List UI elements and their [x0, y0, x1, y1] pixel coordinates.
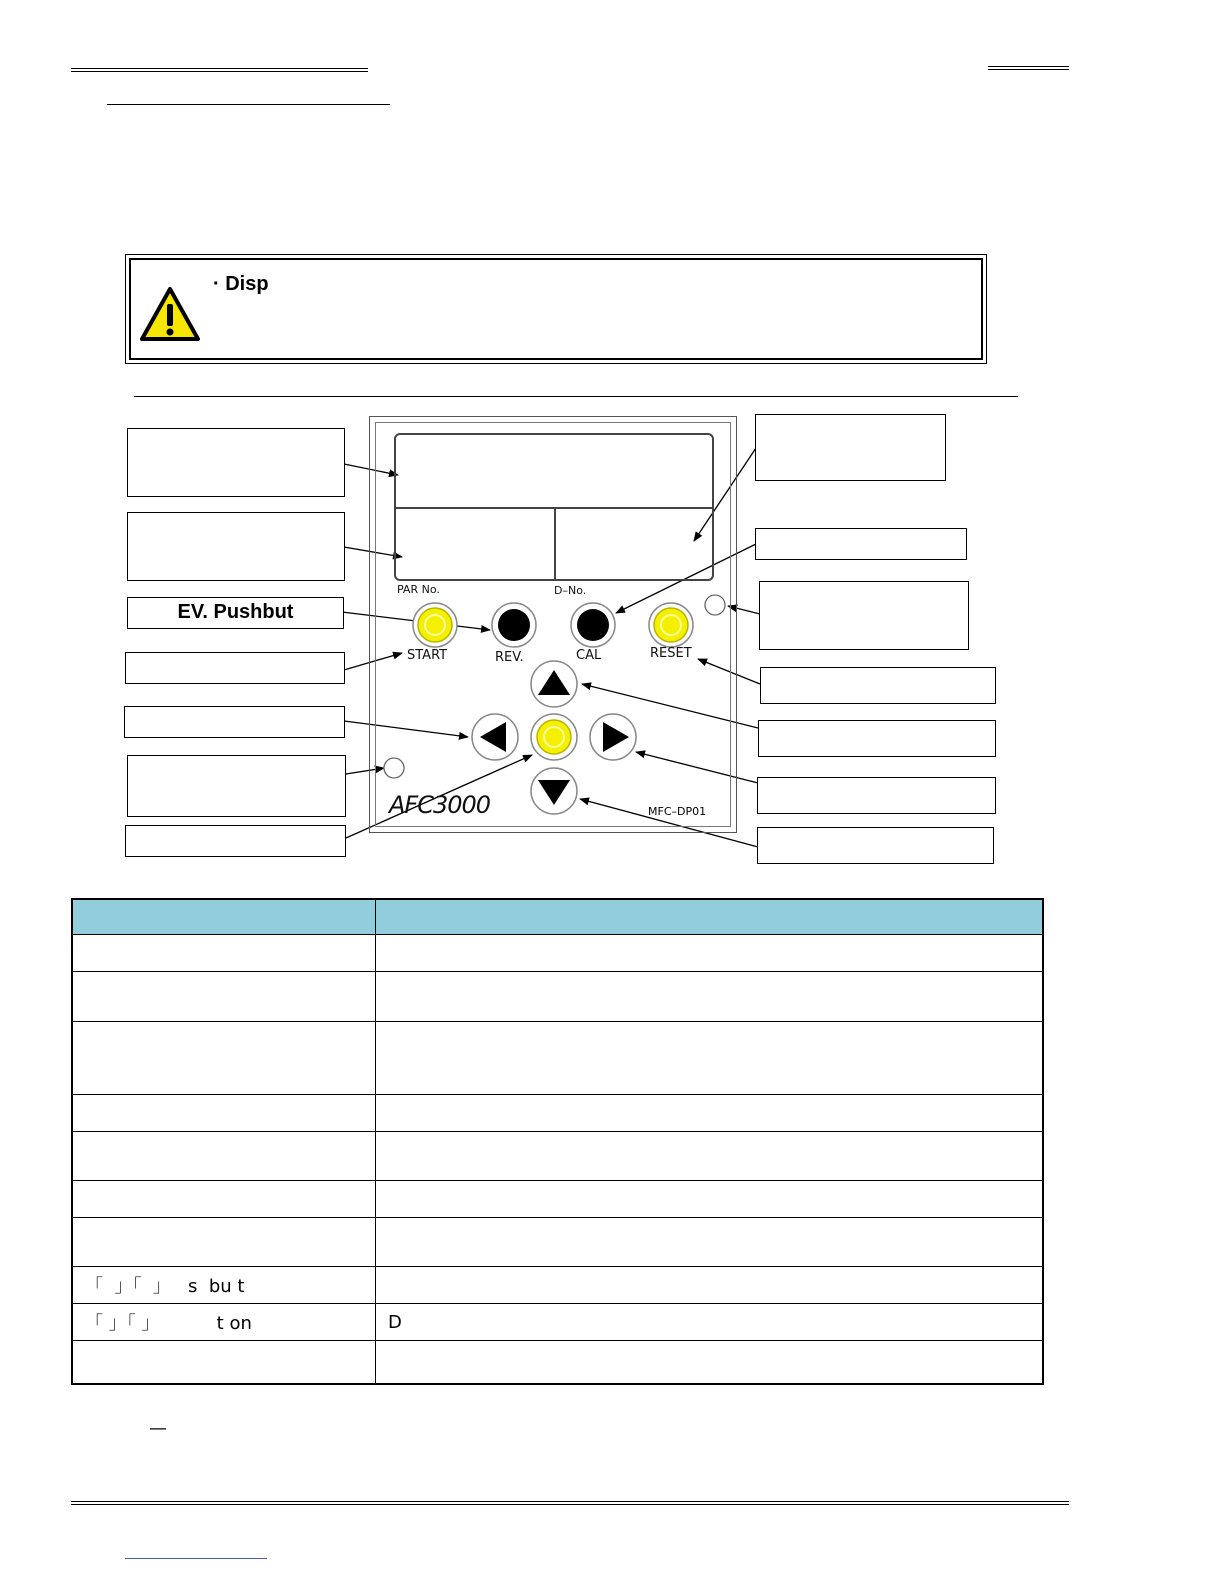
d-no-label: D–No. — [554, 584, 587, 597]
table-cell-desc — [376, 1022, 1044, 1095]
left-indicator-lamp — [384, 758, 404, 778]
rev-label: REV. — [495, 650, 524, 665]
table-cell-name — [72, 1132, 376, 1181]
table-cell-desc — [376, 1218, 1044, 1267]
center-enter-button[interactable] — [531, 714, 577, 760]
table-header-cell — [376, 899, 1044, 935]
par-no-label: PAR No. — [397, 583, 440, 596]
table-cell-desc — [376, 1267, 1044, 1304]
table-cell-desc — [376, 935, 1044, 972]
table-row — [72, 1218, 1043, 1267]
cal-button[interactable] — [571, 603, 615, 647]
model-number: MFC–DP01 — [648, 805, 707, 818]
table-cell-name — [72, 972, 376, 1022]
table-cell-name — [72, 1218, 376, 1267]
table-row — [72, 1132, 1043, 1181]
table-row — [72, 1095, 1043, 1132]
table-row — [72, 1267, 1043, 1304]
table-cell-desc — [376, 1095, 1044, 1132]
up-arrow-button[interactable] — [531, 661, 577, 707]
table-cell-desc: D — [376, 1304, 1044, 1341]
rev-button[interactable] — [492, 603, 536, 647]
spec-table — [71, 898, 1044, 1385]
table-row — [72, 1304, 1043, 1341]
reset-label: RESET — [650, 646, 692, 661]
footer-rule — [71, 1501, 1069, 1505]
table-row — [72, 972, 1043, 1022]
table-cell-name: 「 」「 」 t on — [72, 1304, 376, 1341]
table-cell-name: 「 」「 」 s bu t — [72, 1267, 376, 1304]
table-row — [72, 1181, 1043, 1218]
warning-text: · Disp — [213, 273, 269, 295]
table-cell-name — [72, 1022, 376, 1095]
table-header-cell — [72, 899, 376, 935]
reset-button[interactable] — [649, 603, 693, 647]
table-cell-name — [72, 935, 376, 972]
footnote-dash: — — [149, 1418, 167, 1439]
table-row — [72, 935, 1043, 972]
start-button[interactable] — [413, 603, 457, 647]
table-cell-desc — [376, 1341, 1044, 1384]
table-row — [72, 1341, 1043, 1384]
table-cell-desc — [376, 1132, 1044, 1181]
brand-logo: AFC3000 — [389, 791, 491, 819]
right-indicator-lamp — [705, 595, 725, 615]
table-cell-name — [72, 1095, 376, 1132]
left-arrow-button[interactable] — [472, 714, 518, 760]
table-cell-desc — [376, 1181, 1044, 1218]
footer-link-underline — [125, 1558, 267, 1559]
cal-label: CAL — [576, 648, 602, 663]
start-label: START — [407, 648, 448, 663]
table-cell-desc — [376, 972, 1044, 1022]
table-row — [72, 1022, 1043, 1095]
callout-ev-label: EV. Pushbut — [177, 601, 294, 623]
right-arrow-button[interactable] — [590, 714, 636, 760]
table-cell-name — [72, 1341, 376, 1384]
down-arrow-button[interactable] — [531, 768, 577, 814]
table-cell-name — [72, 1181, 376, 1218]
table-header-row — [72, 899, 1043, 935]
